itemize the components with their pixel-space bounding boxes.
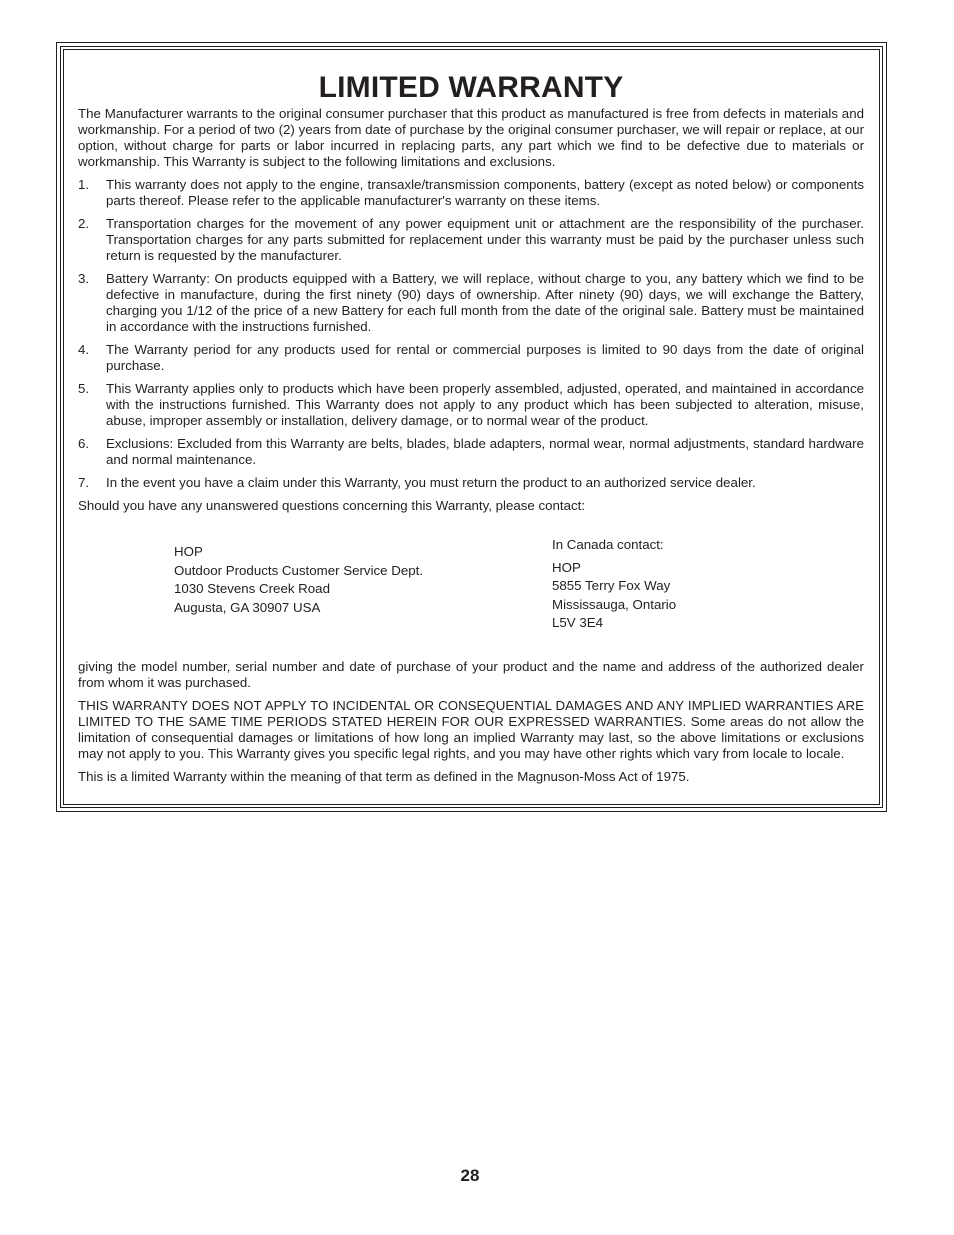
list-item-number: 4. bbox=[78, 342, 90, 357]
disclaimer-paragraph: THIS WARRANTY DOES NOT APPLY TO INCIDENTAL OR CONSEQUENTIAL DAMAGES AND ANY IMPLIED WARRANTIES ARE LIMITED TO THE SAME TIME PERIODS STATED HEREIN FOR OUR EXPRESSED WARRANTIES. Some areas do not allow the limitation of consequential damages or limitations of how long an implied Warranty may last, so the above limitations or exclusions may not apply to you. This Warranty gives you specific legal rights, and you may have other rights which vary from locale to locale. bbox=[78, 698, 864, 761]
us-address-line: Outdoor Products Customer Service Dept. bbox=[174, 562, 424, 578]
canada-contact-label: In Canada contact: bbox=[552, 537, 664, 552]
list-item-number: 1. bbox=[78, 177, 90, 192]
list-item-number: 7. bbox=[78, 475, 90, 490]
list-item-text: The Warranty period for any products used for rental or commercial purposes is limited to 90 days from the date of original purchase. bbox=[106, 342, 864, 373]
list-item bbox=[78, 381, 864, 429]
list-item bbox=[78, 342, 864, 374]
limitations-list bbox=[78, 177, 864, 491]
list-item-text: Exclusions: Excluded from this Warranty are belts, blades, blade adapters, normal wear, normal adjustments, standard hardware and normal maintenance. bbox=[106, 436, 864, 467]
list-item bbox=[78, 216, 864, 264]
list-item-text: This warranty does not apply to the engine, transaxle/transmission components, battery (except as noted below) or components parts thereof. Please refer to the applicable manufacturer's warranty on these items. bbox=[106, 177, 864, 208]
contact-addresses bbox=[78, 521, 864, 653]
page-title: LIMITED WARRANTY bbox=[318, 71, 624, 104]
canada-address-line: HOP bbox=[552, 559, 581, 575]
us-address-line: HOP bbox=[174, 544, 203, 559]
page-number: 28 bbox=[460, 1166, 480, 1185]
list-item bbox=[78, 177, 864, 209]
us-address-line: Augusta, GA 30907 USA bbox=[174, 599, 321, 615]
list-item-number: 5. bbox=[78, 381, 90, 396]
list-item-number: 6. bbox=[78, 436, 90, 451]
closing-paragraph: This is a limited Warranty within the meaning of that term as defined in the Magnuson-Moss Act of 1975. bbox=[78, 769, 690, 784]
list-item-text: In the event you have a claim under this Warranty, you must return the product to an authorized service dealer. bbox=[106, 475, 756, 490]
us-address bbox=[174, 543, 423, 617]
warranty-content bbox=[78, 72, 864, 792]
list-item-number: 3. bbox=[78, 271, 90, 286]
list-item bbox=[78, 436, 864, 468]
list-item-text: This Warranty applies only to products which have been properly assembled, adjusted, operated, and maintained in accordance with the instructions furnished. This Warranty does not apply to any product which has been subjected to alteration, misuse, abuse, improper assembly or installation, delivery damage, or to normal wear of the product. bbox=[106, 381, 864, 428]
list-item bbox=[78, 271, 864, 335]
list-item-text: Transportation charges for the movement of any power equipment unit or attachment are the responsibility of the purchaser. Transportation charges for any parts submitted for replacement under this warranty must be paid by the purchaser unless such return is requested by the manufacturer. bbox=[106, 216, 864, 263]
list-item-number: 2. bbox=[78, 216, 90, 231]
canada-address-line: Mississauga, Ontario bbox=[552, 596, 677, 612]
list-item bbox=[78, 475, 864, 491]
us-address-line: 1030 Stevens Creek Road bbox=[174, 581, 330, 596]
contact-prompt: Should you have any unanswered questions concerning this Warranty, please contact: bbox=[78, 498, 586, 513]
canada-address-line: L5V 3E4 bbox=[552, 615, 604, 630]
canada-address-line: 5855 Terry Fox Way bbox=[552, 578, 671, 593]
canada-address bbox=[552, 536, 676, 633]
intro-paragraph: The Manufacturer warrants to the original consumer purchaser that this product as manufactured is free from defects in materials and workmanship. For a period of two (2) years from date of purchase by the original consumer purchaser, we will repair or replace, at our option, without charge for parts or labor incurred in replacing parts, any part which we find to be defective due to materials or workmanship. This Warranty is subject to the following limitations and exclusions. bbox=[78, 106, 864, 169]
list-item-text: Battery Warranty: On products equipped with a Battery, we will replace, without charge to you, any battery which we find to be defective in manufacture, during the first ninety (90) days of ownership. After ninety (90) days, we will exchange the Battery, charging you 1/12 of the price of a new Battery for each full month from the date of the original sale. Battery must be maintained in accordance with the instructions furnished. bbox=[106, 271, 864, 334]
giving-paragraph: giving the model number, serial number and date of purchase of your product and the name and address of the authorized dealer from whom it was purchased. bbox=[78, 659, 864, 690]
